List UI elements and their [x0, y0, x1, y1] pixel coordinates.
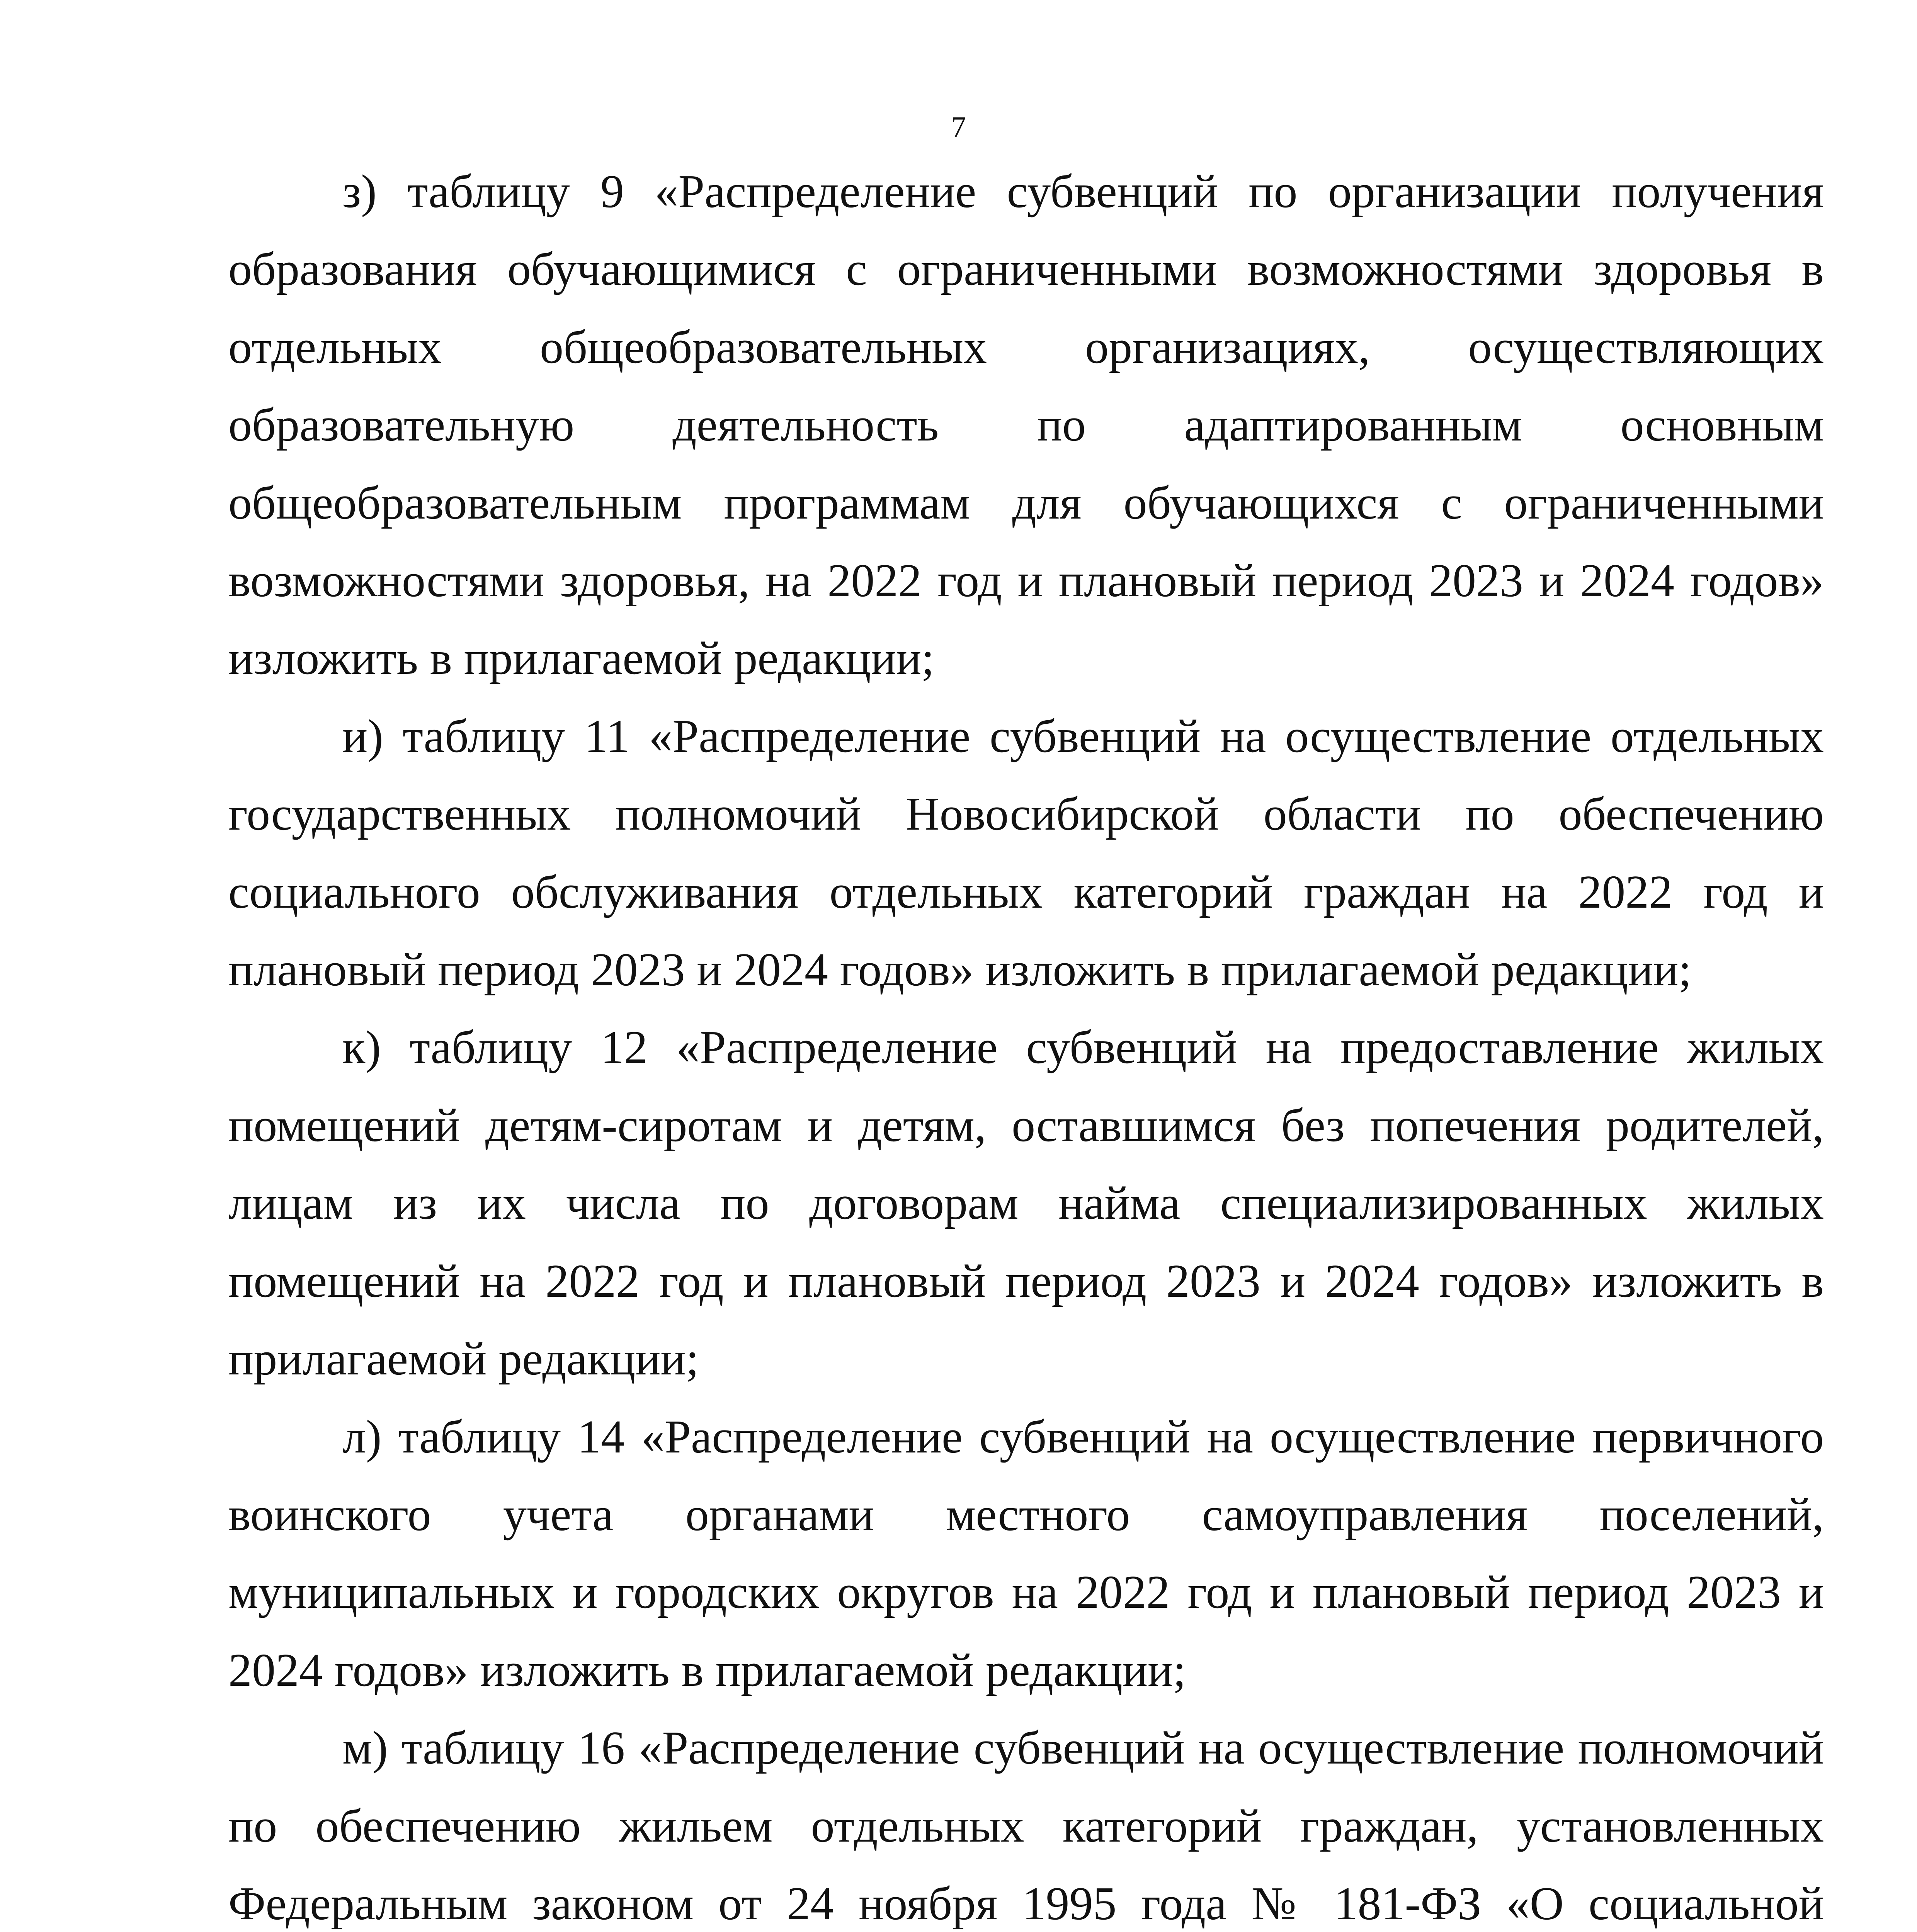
list-item-z — [228, 153, 1824, 697]
item-text: таблицу 11 «Распределение субвенций на осуществление отдельных государственных полномочий Новосибирской области по обеспечению социального обслуживания отдельных категорий граждан на 2022 год и плановый период 2023 и 2024 годов» изложить в прилагаемой редакции; — [228, 710, 1824, 996]
page-number: 7 — [951, 110, 966, 144]
list-item-l — [228, 1398, 1824, 1709]
item-marker: з) — [342, 165, 377, 218]
item-marker: л) — [342, 1410, 382, 1463]
item-marker: м) — [342, 1722, 388, 1774]
item-text: таблицу 12 «Распределение субвенций на предоставление жилых помещений детям-сиротам и детям, оставшимся без попечения родителей, лицам из их числа по договорам найма специализированных жилых помещений на 2022 год и плановый период 2023 и 2024 годов» изложить в прилагаемой редакции; — [228, 1021, 1824, 1385]
list-item-m — [228, 1709, 1824, 1932]
item-text: таблицу 16 «Распределение субвенций на осуществление полномочий по обеспечению жильем отдельных категорий граждан, установленных Федеральным законом от 24 ноября 1995 года № 181-ФЗ «О социальной — [228, 1722, 1824, 1930]
item-text: таблицу 14 «Распределение субвенций на осуществление первичного воинского учета органами местного самоуправления поселений, муниципальных и городских округов на 2022 год и плановый период 2023 и 2024 годов» изложить в прилагаемой редакции; — [228, 1410, 1824, 1696]
item-marker: к) — [342, 1021, 381, 1074]
list-item-i — [228, 697, 1824, 1009]
item-text: таблицу 9 «Распределение субвенций по организации получения образования обучающимися с ограниченными возможностями здоровья в отдельных общеобразовательных организациях, осуществляющих образовательную деятельность по адаптированным основным общеобразовательным программам для обучающихся с ограниченными возможностями здоровья, на 2022 год и плановый период 2023 и 2024 годов» изложить в прилагаемой редакции; — [228, 165, 1824, 685]
document-body — [228, 153, 1824, 1932]
list-item-k — [228, 1009, 1824, 1398]
item-marker: и) — [342, 710, 383, 762]
